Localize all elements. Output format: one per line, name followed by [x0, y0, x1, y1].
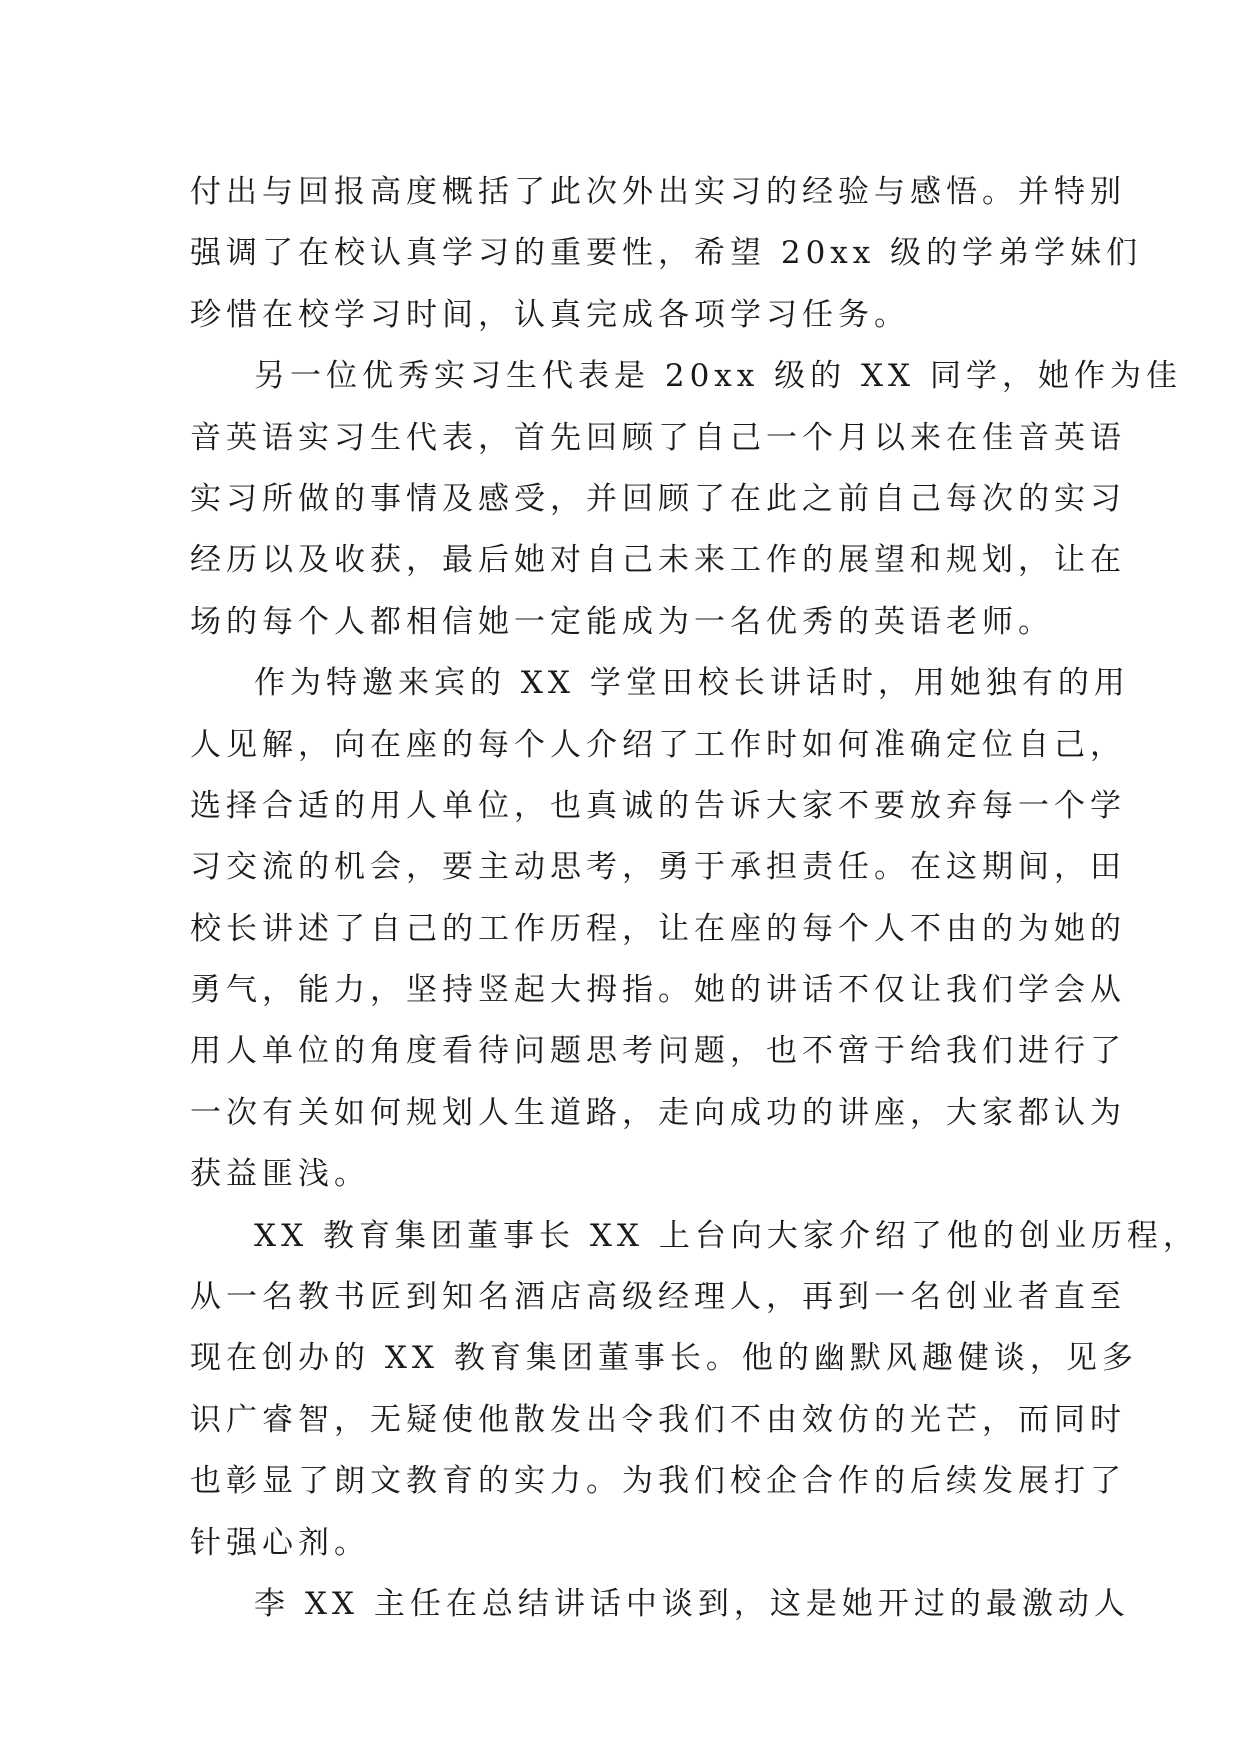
- text-line: 付出与回报高度概括了此次外出实习的经验与感悟。并特别: [190, 174, 1126, 210]
- text-line: 音英语实习生代表，首先回顾了自己一个月以来在佳音英语: [190, 419, 1126, 456]
- text-line: 现在创办的 XX 教育集团董事长。他的幽默风趣健谈，见多: [190, 1340, 1138, 1377]
- text-line: XX 教育集团董事长 XX 上台向大家介绍了他的创业历程，: [254, 1217, 1199, 1254]
- body-text: [190, 162, 1199, 1635]
- text-line: 经历以及收获，最后她对自己未来工作的展望和规划，让在: [190, 542, 1126, 579]
- text-line: 也彰显了朗文教育的实力。为我们校企合作的后续发展打了: [190, 1463, 1126, 1500]
- text-line: 实习所做的事情及感受，并回顾了在此之前自己每次的实习: [190, 480, 1126, 517]
- text-line: 习交流的机会，要主动思考，勇于承担责任。在这期间，田: [190, 849, 1126, 886]
- text-line: 人见解，向在座的每个人介绍了工作时如何准确定位自己，: [190, 726, 1126, 763]
- text-line: 李 XX 主任在总结讲话中谈到，这是她开过的最激动人: [254, 1585, 1130, 1622]
- text-line: 获益匪浅。: [190, 1156, 370, 1193]
- text-line: 校长讲述了自己的工作历程，让在座的每个人不由的为她的: [190, 910, 1126, 947]
- text-line: 用人单位的角度看待问题思考问题，也不啻于给我们进行了: [190, 1033, 1126, 1070]
- text-line: 另一位优秀实习生代表是 20xx 级的 XX 同学，她作为佳: [254, 358, 1182, 395]
- text-line: 强调了在校认真学习的重要性，希望 20xx 级的学弟学妹们: [190, 235, 1143, 272]
- text-line: 识广睿智，无疑使他散发出令我们不由效仿的光芒，而同时: [190, 1401, 1126, 1438]
- text-line: 珍惜在校学习时间，认真完成各项学习任务。: [190, 296, 910, 333]
- text-line: 勇气，能力，坚持竖起大拇指。她的讲话不仅让我们学会从: [190, 972, 1126, 1009]
- text-line: 从一名教书匠到知名酒店高级经理人，再到一名创业者直至: [190, 1279, 1126, 1316]
- text-line: 选择合适的用人单位，也真诚的告诉大家不要放弃每一个学: [190, 787, 1126, 824]
- text-line: 作为特邀来宾的 XX 学堂田校长讲话时，用她独有的用: [254, 665, 1130, 702]
- text-line: 一次有关如何规划人生道路，走向成功的讲座，大家都认为: [190, 1094, 1126, 1131]
- text-line: 针强心剂。: [190, 1524, 370, 1561]
- text-line: 场的每个人都相信她一定能成为一名优秀的英语老师。: [190, 603, 1054, 640]
